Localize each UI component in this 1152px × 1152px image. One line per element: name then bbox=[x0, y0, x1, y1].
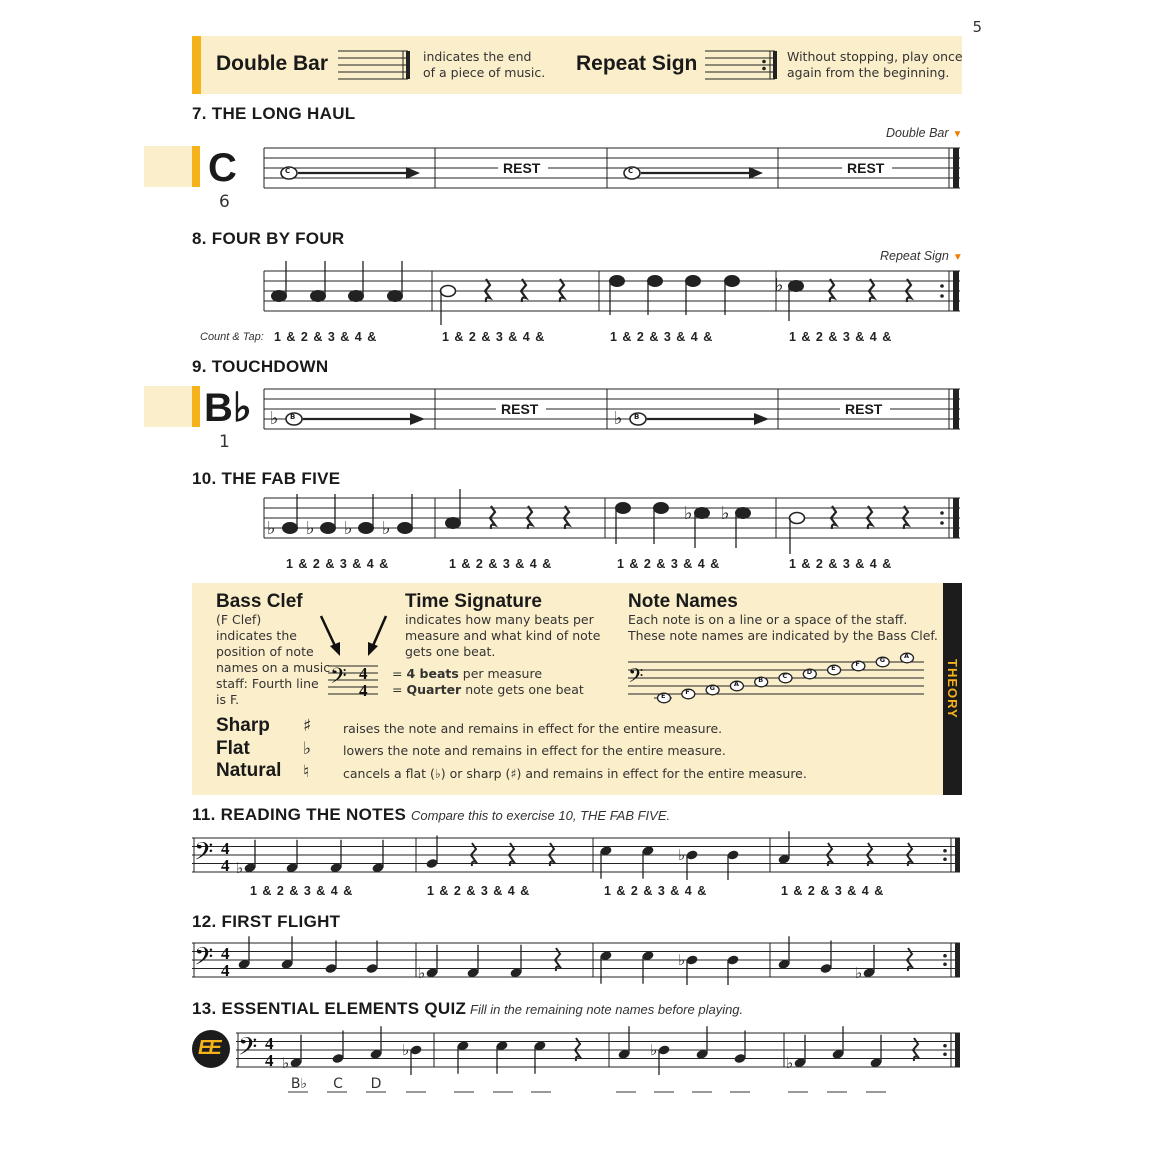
repeat-sign-annotation-text: Repeat Sign bbox=[880, 249, 949, 263]
note-names-labels bbox=[626, 652, 926, 706]
count-ex10-m3: 1 & 2 & 3 & 4 & bbox=[617, 557, 720, 571]
time-sig-line: measure and what kind of note bbox=[405, 628, 601, 643]
double-bar-annotation-text: Double Bar bbox=[886, 126, 949, 140]
flat-accidental: ♭ bbox=[236, 858, 244, 877]
count-ex10-m2: 1 & 2 & 3 & 4 & bbox=[449, 557, 552, 571]
time-sig-bottom-bold: Quarter bbox=[406, 682, 462, 697]
svg-text:♭: ♭ bbox=[614, 408, 623, 429]
essential-elements-logo bbox=[192, 1030, 230, 1068]
theory-side-label: THEORY bbox=[945, 659, 960, 719]
note-name-label: F bbox=[855, 660, 860, 668]
fingering-c: 6 bbox=[219, 192, 230, 212]
flat-desc: lowers the note and remains in effect for the entire measure. bbox=[343, 743, 726, 758]
accent-stripe bbox=[192, 36, 201, 94]
note-names-line: Each note is on a line or a space of the staff. bbox=[628, 612, 908, 627]
repeat-sign-desc-line1: Without stopping, play once bbox=[787, 49, 963, 64]
time-sig-line: indicates how many beats per bbox=[405, 612, 594, 627]
svg-text:♭: ♭ bbox=[721, 503, 730, 524]
bass-clef-line: indicates the bbox=[216, 628, 297, 643]
note-box-bar bbox=[192, 386, 200, 427]
time-sig-bottom: 4 bbox=[221, 961, 230, 980]
count-ex11-m2: 1 & 2 & 3 & 4 & bbox=[427, 884, 530, 898]
count-ex8-m2: 1 & 2 & 3 & 4 & bbox=[442, 330, 545, 344]
note-name-label: D bbox=[806, 668, 813, 676]
repeat-sign-symbol bbox=[705, 48, 780, 82]
page-number: 5 bbox=[972, 18, 982, 36]
flat-accidental: ♭ bbox=[678, 846, 686, 864]
time-sig-top: 4 bbox=[221, 944, 230, 963]
flat-accidental: ♭ bbox=[855, 963, 863, 982]
rest-label-1: REST bbox=[503, 160, 541, 176]
flat-accidental: ♭ bbox=[786, 1053, 794, 1072]
count-ex11-m3: 1 & 2 & 3 & 4 & bbox=[604, 884, 707, 898]
svg-text:♭: ♭ bbox=[344, 518, 353, 539]
time-sig-top: 4 bbox=[265, 1034, 274, 1053]
double-bar-symbol bbox=[338, 48, 413, 82]
quiz-answer-lines[interactable] bbox=[280, 1088, 920, 1096]
count-ex8-m1: 1 & 2 & 3 & 4 & bbox=[274, 330, 377, 344]
exercise-7-title: 7. THE LONG HAUL bbox=[192, 104, 356, 123]
svg-text:4: 4 bbox=[359, 681, 368, 700]
bass-clef-icon: 𝄢 bbox=[628, 664, 644, 692]
sharp-icon: ♯ bbox=[303, 716, 312, 736]
note-label-b-1: B bbox=[290, 413, 296, 421]
note-label-b-2: B bbox=[634, 413, 640, 421]
theory-side-tab bbox=[943, 583, 962, 795]
count-ex11-m4: 1 & 2 & 3 & 4 & bbox=[781, 884, 884, 898]
clef-time-diagram bbox=[316, 612, 396, 702]
natural-term: Natural bbox=[216, 760, 282, 781]
time-signature-title: Time Signature bbox=[405, 591, 542, 612]
ex9-overlays bbox=[262, 387, 962, 431]
exercise-13-title: 13. ESSENTIAL ELEMENTS QUIZ bbox=[192, 999, 467, 1018]
ee-logo-text: EE bbox=[198, 1037, 219, 1059]
staff-exercise-8 bbox=[262, 255, 962, 325]
note-name-label: F bbox=[685, 688, 690, 696]
rest-label-4: REST bbox=[845, 401, 883, 417]
time-sig-bottom-explain bbox=[392, 682, 584, 698]
bass-clef-line: position of note bbox=[216, 644, 314, 659]
note-letter-c: C bbox=[208, 146, 237, 190]
flat-accidental: ♭ bbox=[282, 1053, 290, 1072]
double-bar-desc bbox=[423, 49, 545, 81]
bass-clef-line: staff: Fourth line bbox=[216, 676, 319, 691]
note-name-label: G bbox=[879, 656, 886, 664]
note-label-c-1: C bbox=[285, 167, 291, 175]
svg-text:4: 4 bbox=[359, 664, 368, 683]
svg-text:♭: ♭ bbox=[267, 518, 276, 539]
staff-exercise-12 bbox=[192, 935, 962, 985]
repeat-sign-desc-line2: again from the beginning. bbox=[787, 65, 950, 80]
rest-label-2: REST bbox=[847, 160, 885, 176]
note-names-title: Note Names bbox=[628, 591, 738, 612]
equals-sign: = bbox=[392, 682, 403, 697]
staff-exercise-11 bbox=[192, 830, 962, 880]
count-tap-label: Count & Tap: bbox=[200, 331, 264, 343]
down-arrow-icon: ▼ bbox=[952, 252, 963, 263]
exercise-8-title: 8. FOUR BY FOUR bbox=[192, 229, 345, 248]
flat-accidental: ♭ bbox=[418, 963, 426, 982]
note-box-c bbox=[144, 146, 200, 187]
time-sig-bottom: 4 bbox=[221, 856, 230, 875]
repeat-sign-desc bbox=[787, 49, 963, 81]
time-sig-line: gets one beat. bbox=[405, 644, 496, 659]
quiz-answer-2: C bbox=[333, 1076, 343, 1092]
double-bar-desc-line2: of a piece of music. bbox=[423, 65, 546, 80]
sharp-desc: raises the note and remains in effect for the entire measure. bbox=[343, 721, 723, 736]
rest-label-3: REST bbox=[501, 401, 539, 417]
bass-clef-icon: 𝄢 bbox=[330, 664, 347, 694]
bass-clef-desc bbox=[216, 612, 330, 708]
flat-icon: ♭ bbox=[303, 739, 312, 759]
exercise-13-subtitle: Fill in the remaining note names before playing. bbox=[470, 1002, 744, 1017]
quiz-answer-1: B♭ bbox=[290, 1076, 308, 1092]
bass-clef-line: is F. bbox=[216, 692, 240, 707]
note-box-bflat bbox=[144, 386, 200, 427]
bass-clef-icon: 𝄢 bbox=[194, 837, 214, 873]
exercise-11-title: 11. READING THE NOTES bbox=[192, 805, 407, 824]
exercise-10-title: 10. THE FAB FIVE bbox=[192, 469, 341, 488]
ex7-overlays bbox=[262, 146, 962, 190]
bass-clef-line: (F Clef) bbox=[216, 612, 262, 627]
count-ex8-m4: 1 & 2 & 3 & 4 & bbox=[789, 330, 892, 344]
note-name-label: E bbox=[661, 692, 666, 700]
count-ex10-m1: 1 & 2 & 3 & 4 & bbox=[286, 557, 389, 571]
double-bar-label: Double Bar bbox=[216, 52, 329, 75]
staff-exercise-13 bbox=[236, 1025, 962, 1075]
count-ex10-m4: 1 & 2 & 3 & 4 & bbox=[789, 557, 892, 571]
note-box-bar bbox=[192, 146, 200, 187]
note-letter-bflat: B♭ bbox=[204, 386, 252, 430]
time-sig-top: 4 bbox=[221, 839, 230, 858]
note-name-label: A bbox=[904, 652, 910, 660]
note-names-line: These note names are indicated by the Bass Clef. bbox=[628, 628, 938, 643]
exercise-12-title: 12. FIRST FLIGHT bbox=[192, 912, 341, 931]
note-name-label: B bbox=[758, 676, 764, 684]
flat-term: Flat bbox=[216, 738, 250, 759]
time-sig-top-bold: 4 beats bbox=[406, 666, 459, 681]
time-sig-top-explain bbox=[392, 666, 542, 682]
svg-text:♭: ♭ bbox=[382, 518, 391, 539]
double-bar-desc-line1: indicates the end bbox=[423, 49, 532, 64]
svg-text:♭: ♭ bbox=[775, 275, 784, 296]
flat-accidental: ♭ bbox=[678, 951, 686, 969]
count-ex8-m3: 1 & 2 & 3 & 4 & bbox=[610, 330, 713, 344]
svg-text:♭: ♭ bbox=[306, 518, 315, 539]
repeat-sign-label: Repeat Sign bbox=[576, 52, 698, 75]
bass-clef-icon: 𝄢 bbox=[194, 942, 214, 978]
svg-text:♭: ♭ bbox=[270, 408, 279, 429]
exercise-11-subtitle: Compare this to exercise 10, THE FAB FIVE. bbox=[411, 808, 671, 823]
bass-clef-title: Bass Clef bbox=[216, 591, 303, 612]
staff-exercise-10 bbox=[262, 484, 962, 556]
time-signature-desc bbox=[405, 612, 600, 660]
exercise-9-title: 9. TOUCHDOWN bbox=[192, 357, 329, 376]
note-name-label: G bbox=[709, 684, 715, 692]
natural-desc: cancels a flat (♭) or sharp (♯) and remains in effect for the entire measure. bbox=[343, 766, 807, 781]
note-name-label: E bbox=[831, 664, 836, 672]
time-sig-top-rest: per measure bbox=[458, 666, 543, 681]
quiz-answer-3: D bbox=[370, 1076, 382, 1092]
count-ex11-m1: 1 & 2 & 3 & 4 & bbox=[250, 884, 353, 898]
note-name-label: C bbox=[782, 672, 788, 680]
equals-sign: = bbox=[392, 666, 403, 681]
double-bar-annotation bbox=[886, 126, 962, 140]
time-sig-bottom: 4 bbox=[265, 1051, 274, 1070]
bass-clef-icon: 𝄢 bbox=[238, 1032, 258, 1068]
note-label-c-2: C bbox=[628, 167, 634, 175]
svg-text:♭: ♭ bbox=[684, 503, 693, 524]
bass-clef-line: names on a music bbox=[216, 660, 331, 675]
flat-accidental: ♭ bbox=[402, 1041, 410, 1059]
flat-accidental: ♭ bbox=[650, 1041, 658, 1059]
time-sig-bottom-rest: note gets one beat bbox=[461, 682, 584, 697]
note-name-label: A bbox=[733, 680, 739, 688]
fingering-bflat: 1 bbox=[219, 432, 230, 452]
sharp-term: Sharp bbox=[216, 715, 270, 736]
down-arrow-icon: ▼ bbox=[952, 129, 963, 140]
natural-icon: ♮ bbox=[303, 762, 310, 782]
note-names-desc bbox=[628, 612, 938, 644]
